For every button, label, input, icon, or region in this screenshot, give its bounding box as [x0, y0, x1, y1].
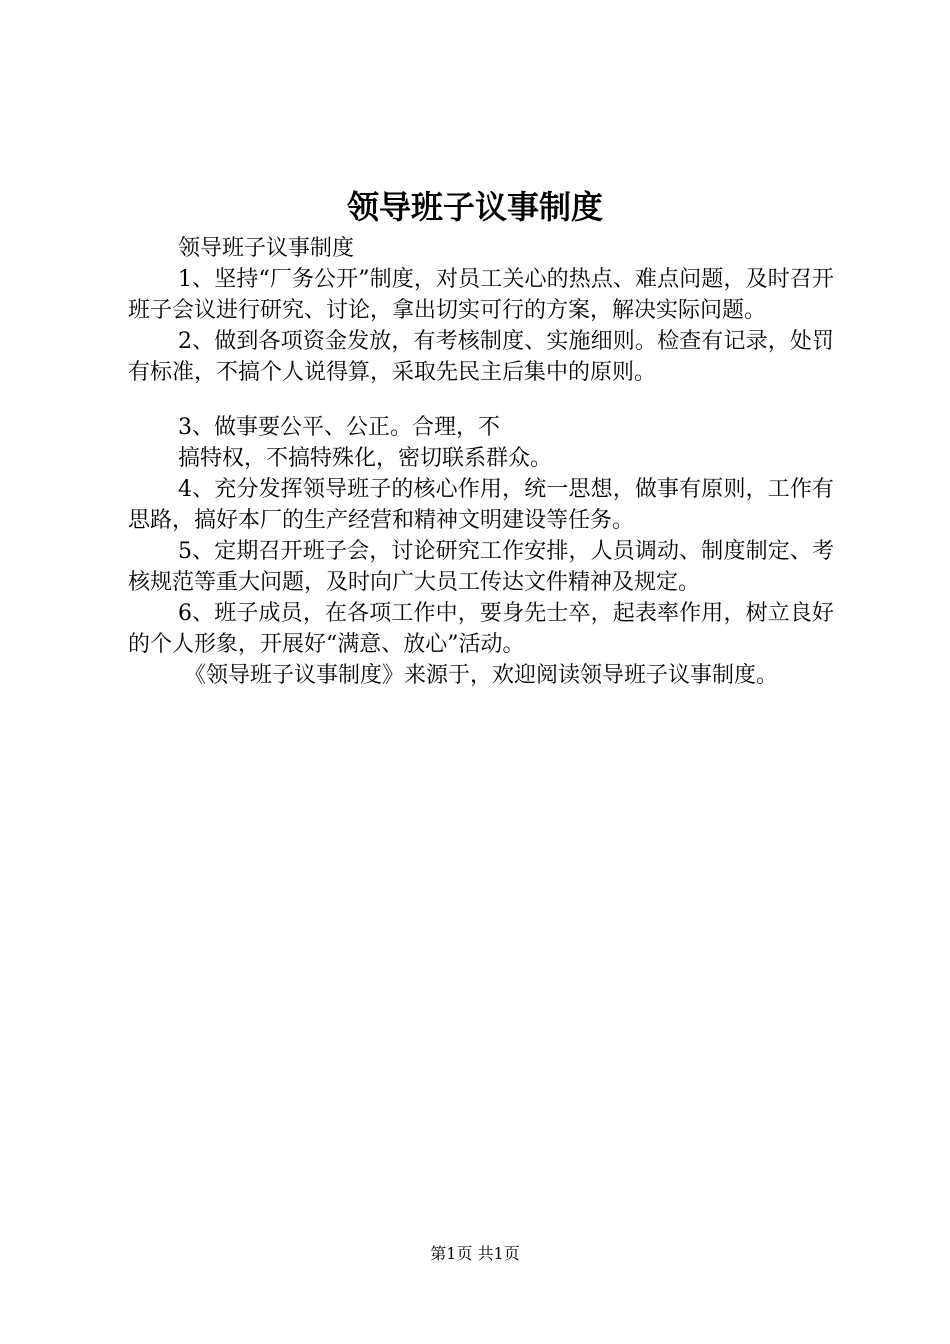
paragraph-source-note: 《领导班子议事制度》来源于，欢迎阅读领导班子议事制度。 [184, 663, 779, 688]
paragraph-item-2: 2、做到各项资金发放，有考核制度、实施细则。检查有记录，处罚有标准，不搞个人说得算，采取先民主后集中的原则。 [128, 329, 834, 385]
paragraph-item-1: 1、坚持“厂务公开”制度，对员工关心的热点、难点问题，及时召开班子会议进行研究、讨论，拿出切实可行的方案，解决实际问题。 [128, 267, 834, 323]
paragraph-subtitle: 领导班子议事制度 [178, 236, 355, 261]
paragraph-item-3-part-2: 搞特权，不搞特殊化，密切联系群众。 [178, 446, 553, 471]
page-number-footer: 第1页 共1页 [430, 1244, 520, 1263]
paragraph-item-4: 4、充分发挥领导班子的核心作用，统一思想，做事有原则，工作有思路，搞好本厂的生产经营和精神文明建设等任务。 [128, 477, 834, 533]
document-body [128, 233, 834, 691]
paragraph-item-6: 6、班子成员，在各项工作中，要身先士卒，起表率作用，树立良好的个人形象，开展好“满意、放心”活动。 [128, 601, 834, 657]
document-title: 领导班子议事制度 [346, 188, 603, 226]
paragraph-item-3-part-1: 3、做事要公平、公正。合理，不 [178, 415, 500, 440]
paragraph-item-5: 5、定期召开班子会，讨论研究工作安排，人员调动、制度制定、考核规范等重大问题，及时向广大员工传达文件精神及规定。 [128, 539, 834, 595]
